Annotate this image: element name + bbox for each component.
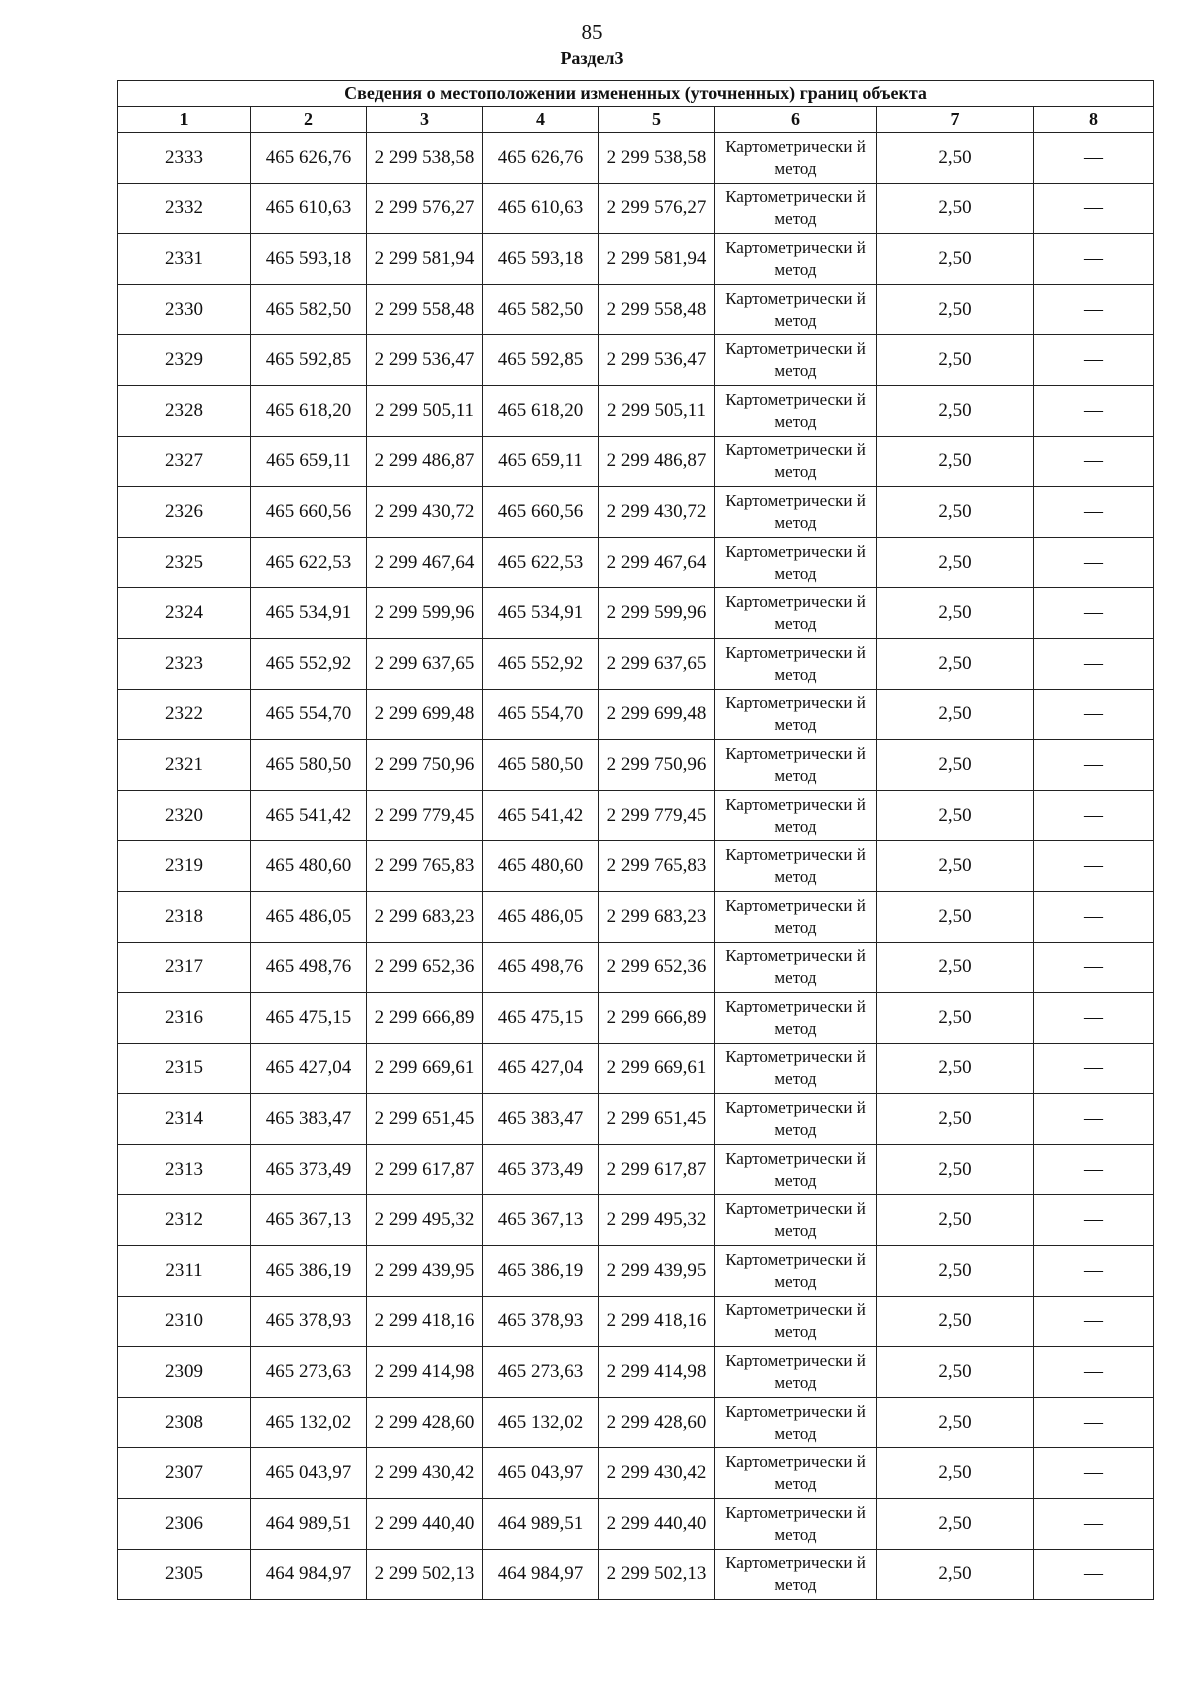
accuracy-cell: 2,50 bbox=[877, 1397, 1034, 1448]
table-row bbox=[118, 1094, 1154, 1145]
y-old-cell: 2 299 467,64 bbox=[367, 537, 483, 588]
method-cell: Картометрически й метод bbox=[715, 689, 877, 740]
x-new-cell: 465 626,76 bbox=[483, 133, 599, 184]
accuracy-cell: 2,50 bbox=[877, 436, 1034, 487]
y-new-cell: 2 299 581,94 bbox=[599, 234, 715, 285]
description-cell: — bbox=[1034, 1499, 1154, 1550]
point-number-cell: 2316 bbox=[118, 993, 251, 1044]
method-cell: Картометрически й метод bbox=[715, 1144, 877, 1195]
description-cell: — bbox=[1034, 385, 1154, 436]
description-cell: — bbox=[1034, 1448, 1154, 1499]
x-new-cell: 465 378,93 bbox=[483, 1296, 599, 1347]
table-row bbox=[118, 942, 1154, 993]
column-number: 4 bbox=[483, 107, 599, 133]
x-new-cell: 465 043,97 bbox=[483, 1448, 599, 1499]
y-old-cell: 2 299 536,47 bbox=[367, 335, 483, 386]
x-new-cell: 465 386,19 bbox=[483, 1246, 599, 1297]
point-number-cell: 2313 bbox=[118, 1144, 251, 1195]
x-new-cell: 465 498,76 bbox=[483, 942, 599, 993]
x-new-cell: 465 534,91 bbox=[483, 588, 599, 639]
point-number-cell: 2317 bbox=[118, 942, 251, 993]
table-row bbox=[118, 335, 1154, 386]
description-cell: — bbox=[1034, 1094, 1154, 1145]
x-old-cell: 465 659,11 bbox=[251, 436, 367, 487]
x-new-cell: 465 622,53 bbox=[483, 537, 599, 588]
accuracy-cell: 2,50 bbox=[877, 335, 1034, 386]
accuracy-cell: 2,50 bbox=[877, 790, 1034, 841]
description-cell: — bbox=[1034, 1397, 1154, 1448]
y-old-cell: 2 299 599,96 bbox=[367, 588, 483, 639]
y-new-cell: 2 299 652,36 bbox=[599, 942, 715, 993]
method-cell: Картометрически й метод bbox=[715, 183, 877, 234]
y-new-cell: 2 299 669,61 bbox=[599, 1043, 715, 1094]
y-old-cell: 2 299 439,95 bbox=[367, 1246, 483, 1297]
table-row bbox=[118, 487, 1154, 538]
description-cell: — bbox=[1034, 942, 1154, 993]
x-new-cell: 465 660,56 bbox=[483, 487, 599, 538]
y-old-cell: 2 299 652,36 bbox=[367, 942, 483, 993]
description-cell: — bbox=[1034, 1195, 1154, 1246]
accuracy-cell: 2,50 bbox=[877, 841, 1034, 892]
point-number-cell: 2326 bbox=[118, 487, 251, 538]
method-cell: Картометрически й метод bbox=[715, 1549, 877, 1600]
y-old-cell: 2 299 430,42 bbox=[367, 1448, 483, 1499]
accuracy-cell: 2,50 bbox=[877, 689, 1034, 740]
x-old-cell: 465 554,70 bbox=[251, 689, 367, 740]
accuracy-cell: 2,50 bbox=[877, 133, 1034, 184]
y-old-cell: 2 299 486,87 bbox=[367, 436, 483, 487]
x-old-cell: 465 498,76 bbox=[251, 942, 367, 993]
y-old-cell: 2 299 414,98 bbox=[367, 1347, 483, 1398]
table-row bbox=[118, 1499, 1154, 1550]
point-number-cell: 2321 bbox=[118, 740, 251, 791]
accuracy-cell: 2,50 bbox=[877, 638, 1034, 689]
column-number: 3 bbox=[367, 107, 483, 133]
x-old-cell: 465 580,50 bbox=[251, 740, 367, 791]
y-new-cell: 2 299 440,40 bbox=[599, 1499, 715, 1550]
y-old-cell: 2 299 418,16 bbox=[367, 1296, 483, 1347]
point-number-cell: 2324 bbox=[118, 588, 251, 639]
y-new-cell: 2 299 414,98 bbox=[599, 1347, 715, 1398]
method-cell: Картометрически й метод bbox=[715, 1499, 877, 1550]
accuracy-cell: 2,50 bbox=[877, 1043, 1034, 1094]
point-number-cell: 2307 bbox=[118, 1448, 251, 1499]
accuracy-cell: 2,50 bbox=[877, 537, 1034, 588]
point-number-cell: 2322 bbox=[118, 689, 251, 740]
x-old-cell: 465 534,91 bbox=[251, 588, 367, 639]
accuracy-cell: 2,50 bbox=[877, 1094, 1034, 1145]
table-row bbox=[118, 1448, 1154, 1499]
x-new-cell: 465 367,13 bbox=[483, 1195, 599, 1246]
table-row bbox=[118, 891, 1154, 942]
description-cell: — bbox=[1034, 487, 1154, 538]
description-cell: — bbox=[1034, 1246, 1154, 1297]
table-row bbox=[118, 1195, 1154, 1246]
x-new-cell: 465 592,85 bbox=[483, 335, 599, 386]
x-old-cell: 465 660,56 bbox=[251, 487, 367, 538]
accuracy-cell: 2,50 bbox=[877, 487, 1034, 538]
y-old-cell: 2 299 581,94 bbox=[367, 234, 483, 285]
y-new-cell: 2 299 617,87 bbox=[599, 1144, 715, 1195]
description-cell: — bbox=[1034, 284, 1154, 335]
y-old-cell: 2 299 495,32 bbox=[367, 1195, 483, 1246]
x-new-cell: 465 383,47 bbox=[483, 1094, 599, 1145]
point-number-cell: 2331 bbox=[118, 234, 251, 285]
x-old-cell: 465 475,15 bbox=[251, 993, 367, 1044]
y-new-cell: 2 299 495,32 bbox=[599, 1195, 715, 1246]
description-cell: — bbox=[1034, 790, 1154, 841]
description-cell: — bbox=[1034, 689, 1154, 740]
y-old-cell: 2 299 779,45 bbox=[367, 790, 483, 841]
table-row bbox=[118, 133, 1154, 184]
y-new-cell: 2 299 536,47 bbox=[599, 335, 715, 386]
description-cell: — bbox=[1034, 1296, 1154, 1347]
y-new-cell: 2 299 699,48 bbox=[599, 689, 715, 740]
accuracy-cell: 2,50 bbox=[877, 891, 1034, 942]
accuracy-cell: 2,50 bbox=[877, 1448, 1034, 1499]
method-cell: Картометрически й метод bbox=[715, 234, 877, 285]
point-number-cell: 2305 bbox=[118, 1549, 251, 1600]
x-old-cell: 465 622,53 bbox=[251, 537, 367, 588]
y-old-cell: 2 299 505,11 bbox=[367, 385, 483, 436]
y-old-cell: 2 299 651,45 bbox=[367, 1094, 483, 1145]
point-number-cell: 2325 bbox=[118, 537, 251, 588]
x-new-cell: 465 132,02 bbox=[483, 1397, 599, 1448]
table-caption: Сведения о местоположении измененных (уточненных) границ объекта bbox=[118, 81, 1154, 107]
method-cell: Картометрически й метод bbox=[715, 1195, 877, 1246]
x-old-cell: 465 582,50 bbox=[251, 284, 367, 335]
x-new-cell: 465 554,70 bbox=[483, 689, 599, 740]
description-cell: — bbox=[1034, 1549, 1154, 1600]
column-number: 6 bbox=[715, 107, 877, 133]
method-cell: Картометрически й метод bbox=[715, 537, 877, 588]
method-cell: Картометрически й метод bbox=[715, 1397, 877, 1448]
y-old-cell: 2 299 750,96 bbox=[367, 740, 483, 791]
table-row bbox=[118, 537, 1154, 588]
y-old-cell: 2 299 576,27 bbox=[367, 183, 483, 234]
description-cell: — bbox=[1034, 234, 1154, 285]
x-new-cell: 465 273,63 bbox=[483, 1347, 599, 1398]
method-cell: Картометрически й метод bbox=[715, 841, 877, 892]
y-old-cell: 2 299 558,48 bbox=[367, 284, 483, 335]
x-new-cell: 465 480,60 bbox=[483, 841, 599, 892]
method-cell: Картометрически й метод bbox=[715, 942, 877, 993]
method-cell: Картометрически й метод bbox=[715, 638, 877, 689]
method-cell: Картометрически й метод bbox=[715, 588, 877, 639]
y-new-cell: 2 299 666,89 bbox=[599, 993, 715, 1044]
description-cell: — bbox=[1034, 133, 1154, 184]
table-row bbox=[118, 841, 1154, 892]
y-old-cell: 2 299 538,58 bbox=[367, 133, 483, 184]
description-cell: — bbox=[1034, 1043, 1154, 1094]
point-number-cell: 2314 bbox=[118, 1094, 251, 1145]
point-number-cell: 2328 bbox=[118, 385, 251, 436]
x-old-cell: 465 427,04 bbox=[251, 1043, 367, 1094]
x-old-cell: 465 592,85 bbox=[251, 335, 367, 386]
y-new-cell: 2 299 428,60 bbox=[599, 1397, 715, 1448]
table-row bbox=[118, 234, 1154, 285]
section-title: Раздел3 bbox=[560, 48, 624, 68]
point-number-cell: 2329 bbox=[118, 335, 251, 386]
method-cell: Картометрически й метод bbox=[715, 385, 877, 436]
x-new-cell: 464 989,51 bbox=[483, 1499, 599, 1550]
accuracy-cell: 2,50 bbox=[877, 385, 1034, 436]
point-number-cell: 2327 bbox=[118, 436, 251, 487]
x-old-cell: 464 984,97 bbox=[251, 1549, 367, 1600]
point-number-cell: 2318 bbox=[118, 891, 251, 942]
point-number-cell: 2320 bbox=[118, 790, 251, 841]
x-old-cell: 465 593,18 bbox=[251, 234, 367, 285]
y-new-cell: 2 299 430,72 bbox=[599, 487, 715, 538]
point-number-cell: 2333 bbox=[118, 133, 251, 184]
method-cell: Картометрически й метод bbox=[715, 436, 877, 487]
x-new-cell: 465 541,42 bbox=[483, 790, 599, 841]
y-new-cell: 2 299 599,96 bbox=[599, 588, 715, 639]
description-cell: — bbox=[1034, 588, 1154, 639]
description-cell: — bbox=[1034, 537, 1154, 588]
x-new-cell: 465 659,11 bbox=[483, 436, 599, 487]
y-new-cell: 2 299 439,95 bbox=[599, 1246, 715, 1297]
y-new-cell: 2 299 779,45 bbox=[599, 790, 715, 841]
y-old-cell: 2 299 765,83 bbox=[367, 841, 483, 892]
x-old-cell: 465 132,02 bbox=[251, 1397, 367, 1448]
y-new-cell: 2 299 651,45 bbox=[599, 1094, 715, 1145]
description-cell: — bbox=[1034, 841, 1154, 892]
accuracy-cell: 2,50 bbox=[877, 1347, 1034, 1398]
x-old-cell: 465 373,49 bbox=[251, 1144, 367, 1195]
y-old-cell: 2 299 617,87 bbox=[367, 1144, 483, 1195]
method-cell: Картометрически й метод bbox=[715, 1296, 877, 1347]
table-row bbox=[118, 790, 1154, 841]
x-new-cell: 465 610,63 bbox=[483, 183, 599, 234]
point-number-cell: 2308 bbox=[118, 1397, 251, 1448]
y-new-cell: 2 299 467,64 bbox=[599, 537, 715, 588]
x-new-cell: 465 552,92 bbox=[483, 638, 599, 689]
accuracy-cell: 2,50 bbox=[877, 740, 1034, 791]
x-old-cell: 465 386,19 bbox=[251, 1246, 367, 1297]
accuracy-cell: 2,50 bbox=[877, 942, 1034, 993]
description-cell: — bbox=[1034, 1347, 1154, 1398]
point-number-cell: 2319 bbox=[118, 841, 251, 892]
y-new-cell: 2 299 505,11 bbox=[599, 385, 715, 436]
table-row bbox=[118, 436, 1154, 487]
accuracy-cell: 2,50 bbox=[877, 234, 1034, 285]
table-row bbox=[118, 1246, 1154, 1297]
method-cell: Картометрически й метод bbox=[715, 891, 877, 942]
method-cell: Картометрически й метод bbox=[715, 740, 877, 791]
y-old-cell: 2 299 430,72 bbox=[367, 487, 483, 538]
description-cell: — bbox=[1034, 1144, 1154, 1195]
x-old-cell: 464 989,51 bbox=[251, 1499, 367, 1550]
y-old-cell: 2 299 683,23 bbox=[367, 891, 483, 942]
x-old-cell: 465 480,60 bbox=[251, 841, 367, 892]
y-old-cell: 2 299 669,61 bbox=[367, 1043, 483, 1094]
table-row bbox=[118, 1549, 1154, 1600]
table-row bbox=[118, 689, 1154, 740]
column-number: 7 bbox=[877, 107, 1034, 133]
accuracy-cell: 2,50 bbox=[877, 993, 1034, 1044]
table-row bbox=[118, 1397, 1154, 1448]
column-number-row bbox=[118, 107, 1154, 133]
y-new-cell: 2 299 637,65 bbox=[599, 638, 715, 689]
y-new-cell: 2 299 558,48 bbox=[599, 284, 715, 335]
accuracy-cell: 2,50 bbox=[877, 1499, 1034, 1550]
x-new-cell: 464 984,97 bbox=[483, 1549, 599, 1600]
x-old-cell: 465 383,47 bbox=[251, 1094, 367, 1145]
table-caption-row bbox=[118, 81, 1154, 107]
table-row bbox=[118, 284, 1154, 335]
x-old-cell: 465 273,63 bbox=[251, 1347, 367, 1398]
coordinates-table bbox=[117, 80, 1154, 1600]
description-cell: — bbox=[1034, 436, 1154, 487]
description-cell: — bbox=[1034, 638, 1154, 689]
x-old-cell: 465 618,20 bbox=[251, 385, 367, 436]
x-old-cell: 465 043,97 bbox=[251, 1448, 367, 1499]
method-cell: Картометрически й метод bbox=[715, 487, 877, 538]
x-old-cell: 465 610,63 bbox=[251, 183, 367, 234]
column-number: 5 bbox=[599, 107, 715, 133]
table-body bbox=[118, 81, 1154, 1600]
x-new-cell: 465 618,20 bbox=[483, 385, 599, 436]
x-old-cell: 465 486,05 bbox=[251, 891, 367, 942]
y-new-cell: 2 299 683,23 bbox=[599, 891, 715, 942]
x-new-cell: 465 582,50 bbox=[483, 284, 599, 335]
x-old-cell: 465 378,93 bbox=[251, 1296, 367, 1347]
page-number: 85 bbox=[581, 20, 603, 44]
table-row bbox=[118, 638, 1154, 689]
y-new-cell: 2 299 750,96 bbox=[599, 740, 715, 791]
column-number: 8 bbox=[1034, 107, 1154, 133]
method-cell: Картометрически й метод bbox=[715, 1246, 877, 1297]
method-cell: Картометрически й метод bbox=[715, 284, 877, 335]
method-cell: Картометрически й метод bbox=[715, 790, 877, 841]
point-number-cell: 2306 bbox=[118, 1499, 251, 1550]
accuracy-cell: 2,50 bbox=[877, 284, 1034, 335]
column-number: 1 bbox=[118, 107, 251, 133]
y-new-cell: 2 299 538,58 bbox=[599, 133, 715, 184]
x-new-cell: 465 580,50 bbox=[483, 740, 599, 791]
y-old-cell: 2 299 502,13 bbox=[367, 1549, 483, 1600]
table-row bbox=[118, 588, 1154, 639]
method-cell: Картометрически й метод bbox=[715, 1043, 877, 1094]
y-new-cell: 2 299 430,42 bbox=[599, 1448, 715, 1499]
x-old-cell: 465 541,42 bbox=[251, 790, 367, 841]
point-number-cell: 2310 bbox=[118, 1296, 251, 1347]
y-new-cell: 2 299 486,87 bbox=[599, 436, 715, 487]
y-old-cell: 2 299 699,48 bbox=[367, 689, 483, 740]
method-cell: Картометрически й метод bbox=[715, 133, 877, 184]
accuracy-cell: 2,50 bbox=[877, 1296, 1034, 1347]
y-old-cell: 2 299 637,65 bbox=[367, 638, 483, 689]
point-number-cell: 2315 bbox=[118, 1043, 251, 1094]
y-old-cell: 2 299 428,60 bbox=[367, 1397, 483, 1448]
accuracy-cell: 2,50 bbox=[877, 183, 1034, 234]
y-old-cell: 2 299 440,40 bbox=[367, 1499, 483, 1550]
point-number-cell: 2311 bbox=[118, 1246, 251, 1297]
accuracy-cell: 2,50 bbox=[877, 1246, 1034, 1297]
y-new-cell: 2 299 502,13 bbox=[599, 1549, 715, 1600]
table-row bbox=[118, 993, 1154, 1044]
description-cell: — bbox=[1034, 740, 1154, 791]
point-number-cell: 2330 bbox=[118, 284, 251, 335]
accuracy-cell: 2,50 bbox=[877, 1195, 1034, 1246]
method-cell: Картометрически й метод bbox=[715, 335, 877, 386]
accuracy-cell: 2,50 bbox=[877, 588, 1034, 639]
y-new-cell: 2 299 576,27 bbox=[599, 183, 715, 234]
table-row bbox=[118, 1296, 1154, 1347]
table-row bbox=[118, 740, 1154, 791]
description-cell: — bbox=[1034, 335, 1154, 386]
x-new-cell: 465 475,15 bbox=[483, 993, 599, 1044]
x-new-cell: 465 593,18 bbox=[483, 234, 599, 285]
x-old-cell: 465 552,92 bbox=[251, 638, 367, 689]
x-old-cell: 465 367,13 bbox=[251, 1195, 367, 1246]
point-number-cell: 2309 bbox=[118, 1347, 251, 1398]
column-number: 2 bbox=[251, 107, 367, 133]
description-cell: — bbox=[1034, 993, 1154, 1044]
table-row bbox=[118, 183, 1154, 234]
method-cell: Картометрически й метод bbox=[715, 1448, 877, 1499]
table-row bbox=[118, 385, 1154, 436]
description-cell: — bbox=[1034, 891, 1154, 942]
point-number-cell: 2323 bbox=[118, 638, 251, 689]
accuracy-cell: 2,50 bbox=[877, 1144, 1034, 1195]
description-cell: — bbox=[1034, 183, 1154, 234]
x-new-cell: 465 373,49 bbox=[483, 1144, 599, 1195]
table-row bbox=[118, 1347, 1154, 1398]
x-new-cell: 465 486,05 bbox=[483, 891, 599, 942]
method-cell: Картометрически й метод bbox=[715, 993, 877, 1044]
y-new-cell: 2 299 765,83 bbox=[599, 841, 715, 892]
method-cell: Картометрически й метод bbox=[715, 1347, 877, 1398]
point-number-cell: 2312 bbox=[118, 1195, 251, 1246]
y-new-cell: 2 299 418,16 bbox=[599, 1296, 715, 1347]
accuracy-cell: 2,50 bbox=[877, 1549, 1034, 1600]
table-row bbox=[118, 1144, 1154, 1195]
y-old-cell: 2 299 666,89 bbox=[367, 993, 483, 1044]
x-old-cell: 465 626,76 bbox=[251, 133, 367, 184]
point-number-cell: 2332 bbox=[118, 183, 251, 234]
x-new-cell: 465 427,04 bbox=[483, 1043, 599, 1094]
table-row bbox=[118, 1043, 1154, 1094]
method-cell: Картометрически й метод bbox=[715, 1094, 877, 1145]
